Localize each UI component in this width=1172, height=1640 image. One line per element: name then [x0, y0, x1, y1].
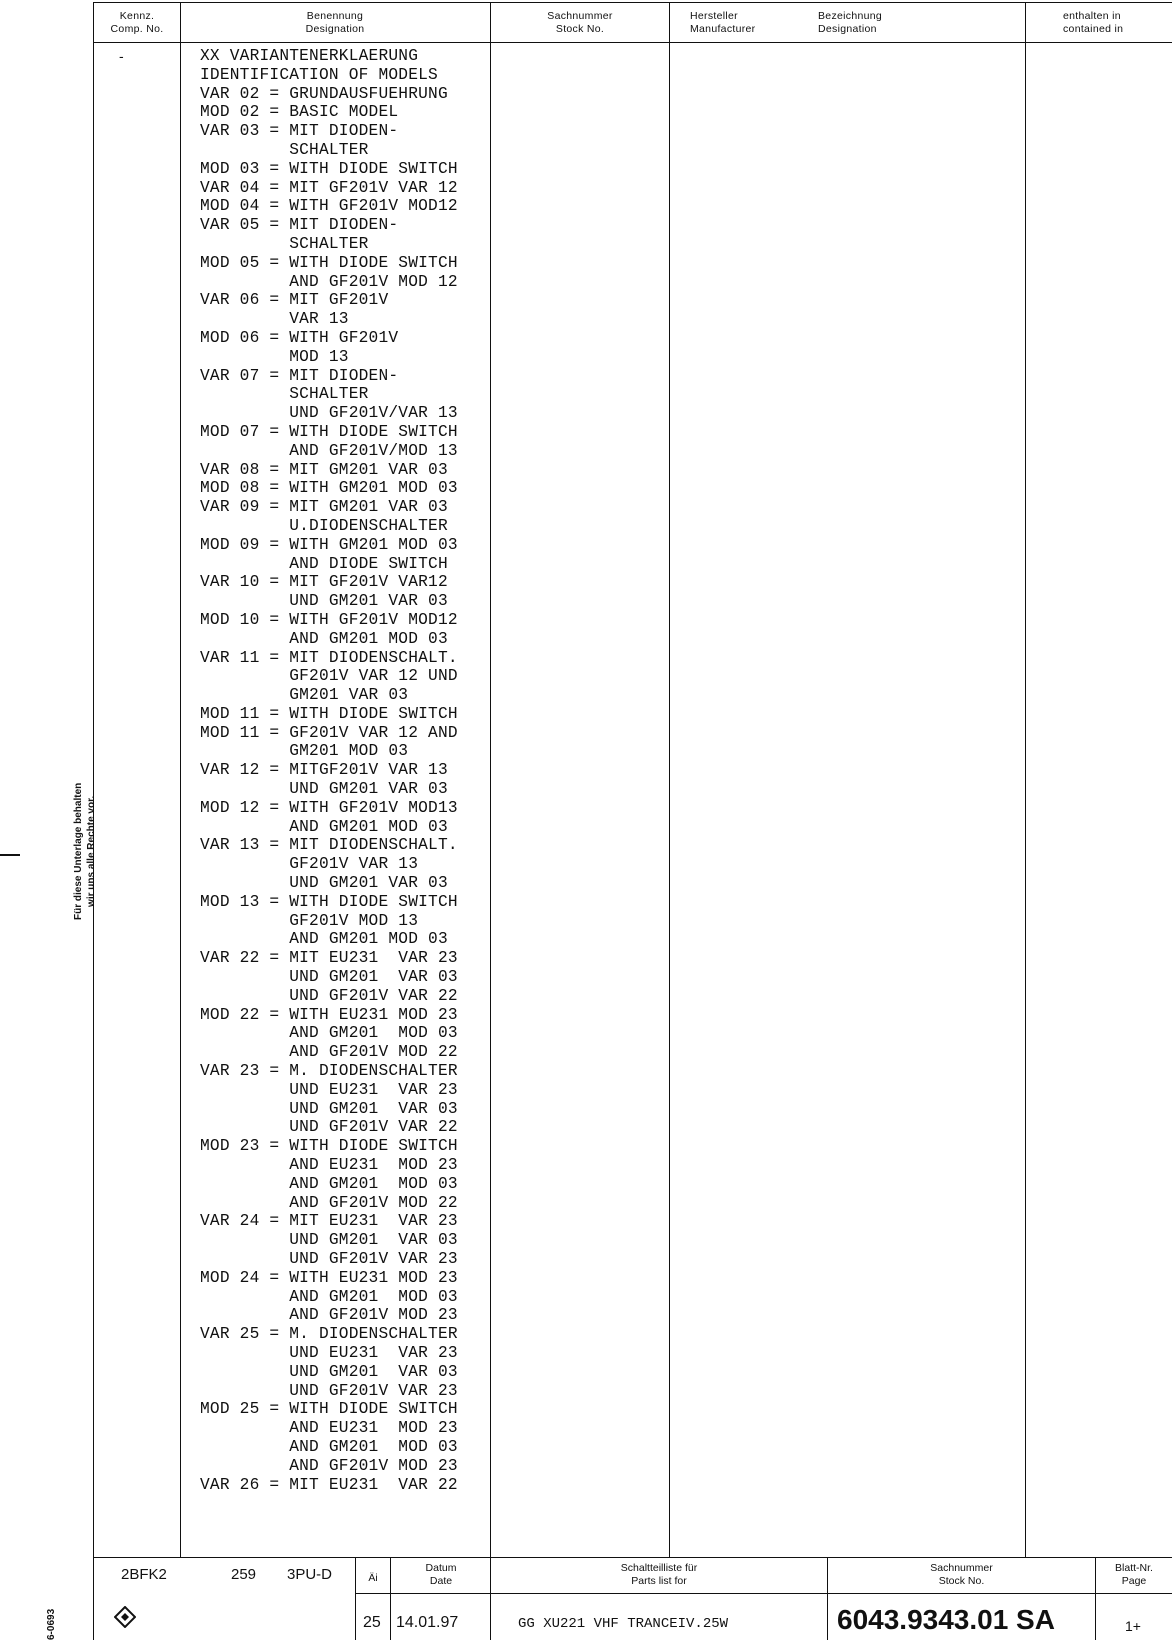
header-mfr-designation-de: Bezeichnung	[818, 10, 883, 22]
footer-code-3: 3PU-D	[287, 1566, 333, 1583]
designation-line: UND GF201V VAR 22	[200, 986, 458, 1005]
designation-line: VAR 11 = MIT DIODENSCHALT.	[200, 648, 458, 667]
footer-parts-label-de: Schaltteilliste für	[620, 1562, 698, 1574]
header-contained-in-de: enthalten in	[1063, 10, 1121, 22]
designation-line: MOD 12 = WITH GF201V MOD13	[200, 798, 458, 817]
designation-line: VAR 25 = M. DIODENSCHALTER	[200, 1325, 458, 1344]
designation-line: GF201V MOD 13	[200, 911, 419, 930]
footer-ai-value: 25	[363, 1614, 381, 1631]
header-stock-no-de: Sachnummer	[547, 10, 613, 22]
designation-line: VAR 08 = MIT GM201 VAR 03	[200, 460, 448, 479]
footer-page-label-en: Page	[1121, 1575, 1147, 1587]
header-stock-no	[492, 10, 668, 36]
designation-line: VAR 13 = MIT DIODENSCHALT.	[200, 836, 458, 855]
footer-ai-label: Äi	[368, 1572, 378, 1584]
designation-line: MOD 13 = WITH DIODE SWITCH	[200, 892, 458, 911]
margin-code: 6-0693	[46, 1608, 57, 1640]
designation-line: AND EU231 MOD 23	[200, 1156, 458, 1175]
designation-line: U.DIODENSCHALTER	[200, 516, 448, 535]
designation-line: VAR 22 = MIT EU231 VAR 23	[200, 949, 458, 968]
footer-date-label	[391, 1562, 491, 1588]
designation-line: UND EU231 VAR 23	[200, 1343, 458, 1362]
designation-line: MOD 08 = WITH GM201 MOD 03	[200, 479, 458, 498]
designation-line: VAR 12 = MITGF201V VAR 13	[200, 761, 448, 780]
designation-line: UND GM201 VAR 03	[200, 968, 458, 987]
designation-line: UND GM201 VAR 03	[200, 1231, 458, 1250]
footer-page-label-de: Blatt-Nr.	[1115, 1562, 1153, 1574]
comp-no-mark: -	[119, 48, 124, 64]
designation-line: MOD 07 = WITH DIODE SWITCH	[200, 422, 458, 441]
designation-line: VAR 09 = MIT GM201 VAR 03	[200, 498, 448, 517]
designation-line: MOD 13	[200, 347, 349, 366]
designation-line: SCHALTER	[200, 234, 369, 253]
header-contained-in-en: contained in	[1063, 23, 1124, 35]
footer-parts-label-en: Parts list for	[631, 1575, 687, 1587]
designation-line: AND GF201V MOD 23	[200, 1456, 458, 1475]
designation-line: MOD 03 = WITH DIODE SWITCH	[200, 159, 458, 178]
designation-line: UND GM201 VAR 03	[200, 1362, 458, 1381]
footer-stock-label-de: Sachnummer	[930, 1562, 993, 1574]
designation-line: AND GM201 MOD 03	[200, 629, 448, 648]
header-stock-no-en: Stock No.	[555, 23, 605, 35]
designation-line: VAR 05 = MIT DIODEN-	[200, 216, 399, 235]
designation-line: XX VARIANTENERKLAERUNG	[200, 47, 419, 65]
header-comp-no-en: Comp. No.	[110, 23, 164, 35]
designation-line: UND GM201 VAR 03	[200, 1099, 458, 1118]
designation-line: AND EU231 MOD 23	[200, 1419, 458, 1438]
header-comp-no-de: Kennz.	[119, 10, 155, 22]
footer-stock-value: 6043.9343.01 SA	[837, 1604, 1055, 1635]
designation-line: MOD 06 = WITH GF201V	[200, 328, 399, 347]
designation-line: MOD 11 = WITH DIODE SWITCH	[200, 704, 458, 723]
designation-line: GF201V VAR 13	[200, 855, 419, 874]
designation-line: MOD 23 = WITH DIODE SWITCH	[200, 1137, 458, 1156]
designation-line: MOD 22 = WITH EU231 MOD 23	[200, 1005, 458, 1024]
footer-stock-label	[828, 1562, 1095, 1588]
designation-line: MOD 25 = WITH DIODE SWITCH	[200, 1400, 458, 1419]
designation-line: AND GM201 MOD 03	[200, 817, 448, 836]
designation-line: VAR 23 = M. DIODENSCHALTER	[200, 1062, 458, 1081]
frame-top-border	[93, 2, 1172, 3]
designation-line: VAR 10 = MIT GF201V VAR12	[200, 573, 448, 592]
designation-line: UND GM201 VAR 03	[200, 780, 448, 799]
designation-line: UND GF201V VAR 23	[200, 1250, 458, 1268]
copyright-note	[72, 783, 98, 920]
designation-line: GM201 MOD 03	[200, 742, 409, 761]
footer-stock-label-en: Stock No.	[938, 1575, 985, 1587]
designation-line: AND GF201V MOD 22	[200, 1193, 458, 1212]
header-designation-de: Benennung	[306, 10, 364, 22]
designation-line: VAR 04 = MIT GF201V VAR 12	[200, 178, 458, 197]
designation-line: SCHALTER	[200, 140, 369, 159]
footer-mid-border	[355, 1593, 1172, 1594]
designation-line: VAR 26 = MIT EU231 VAR 22	[200, 1475, 458, 1494]
footer-code-2: 259	[231, 1566, 257, 1583]
designation-line: SCHALTER	[200, 385, 369, 404]
designation-line: MOD 09 = WITH GM201 MOD 03	[200, 535, 458, 554]
designation-line: MOD 05 = WITH DIODE SWITCH	[200, 253, 458, 272]
designation-line: UND GF201V VAR 23	[200, 1381, 458, 1400]
designation-line: VAR 24 = MIT EU231 VAR 23	[200, 1212, 458, 1231]
header-mfr-designation	[818, 10, 968, 36]
footer-page-label	[1096, 1562, 1172, 1588]
designation-line: UND EU231 VAR 23	[200, 1080, 458, 1099]
designation-line: GM201 VAR 03	[200, 686, 409, 705]
col-border-1	[180, 2, 181, 1557]
designation-line: GF201V VAR 12 UND	[200, 667, 458, 686]
designation-text-block	[200, 47, 495, 1494]
designation-line: AND GF201V MOD 12	[200, 272, 458, 291]
designation-line: AND GM201 MOD 03	[200, 930, 448, 949]
col-border-4	[1025, 2, 1026, 1557]
designation-line: VAR 06 = MIT GF201V	[200, 291, 389, 310]
designation-line: VAR 13	[200, 310, 349, 329]
side-mark	[0, 854, 20, 856]
designation-line: MOD 24 = WITH EU231 MOD 23	[200, 1268, 458, 1287]
footer-date-value: 14.01.97	[396, 1614, 459, 1631]
designation-line: AND GF201V MOD 23	[200, 1306, 458, 1325]
footer-page-value: 1+	[1125, 1618, 1141, 1634]
designation-line: UND GM201 VAR 03	[200, 874, 448, 893]
copyright-note-line-2: wir uns alle Rechte vor.	[86, 795, 97, 907]
header-bottom-border	[93, 42, 1172, 43]
designation-line: UND GF201V/VAR 13	[200, 404, 458, 423]
designation-line: MOD 02 = BASIC MODEL	[200, 103, 399, 122]
header-comp-no	[96, 10, 178, 36]
designation-line: MOD 10 = WITH GF201V MOD12	[200, 610, 458, 629]
designation-line: MOD 04 = WITH GF201V MOD12	[200, 197, 458, 216]
footer-date-label-en: Date	[429, 1575, 453, 1587]
designation-line: AND GF201V MOD 22	[200, 1043, 458, 1062]
designation-line: AND GM201 MOD 03	[200, 1174, 458, 1193]
copyright-note-line-1: Für diese Unterlage behalten	[73, 782, 84, 920]
footer-parts-label	[491, 1562, 827, 1588]
header-designation	[182, 10, 488, 36]
designation-line: AND DIODE SWITCH	[200, 554, 448, 573]
designation-line: VAR 03 = MIT DIODEN-	[200, 122, 399, 141]
footer-date-label-de: Datum	[425, 1562, 457, 1574]
designation-line: MOD 11 = GF201V VAR 12 AND	[200, 723, 458, 742]
header-manufacturer	[690, 10, 800, 36]
designation-line: AND GM201 MOD 03	[200, 1287, 458, 1306]
footer-border-ai	[355, 1557, 356, 1640]
designation-line: AND GM201 MOD 03	[200, 1024, 458, 1043]
designation-line: AND GM201 MOD 03	[200, 1437, 458, 1456]
col-border-3	[669, 2, 670, 1557]
header-manufacturer-en: Manufacturer	[690, 23, 756, 35]
designation-line: VAR 02 = GRUNDAUSFUEHRUNG	[200, 84, 448, 103]
designation-line: AND GF201V/MOD 13	[200, 441, 458, 460]
designation-line: IDENTIFICATION OF MODELS	[200, 65, 438, 84]
designation-line: UND GM201 VAR 03	[200, 592, 448, 611]
footer-top-border	[93, 1557, 1172, 1558]
footer-code-1: 2BFK2	[121, 1566, 167, 1583]
header-mfr-designation-en: Designation	[818, 23, 877, 35]
designation-line: UND GF201V VAR 22	[200, 1118, 458, 1137]
designation-line: VAR 07 = MIT DIODEN-	[200, 366, 399, 385]
footer-parts-value: GG XU221 VHF TRANCEIV.25W	[518, 1616, 729, 1632]
header-designation-en: Designation	[305, 23, 365, 35]
header-contained-in	[1063, 10, 1168, 36]
rohde-schwarz-logo-icon	[114, 1606, 136, 1628]
header-manufacturer-de: Hersteller	[690, 10, 738, 22]
